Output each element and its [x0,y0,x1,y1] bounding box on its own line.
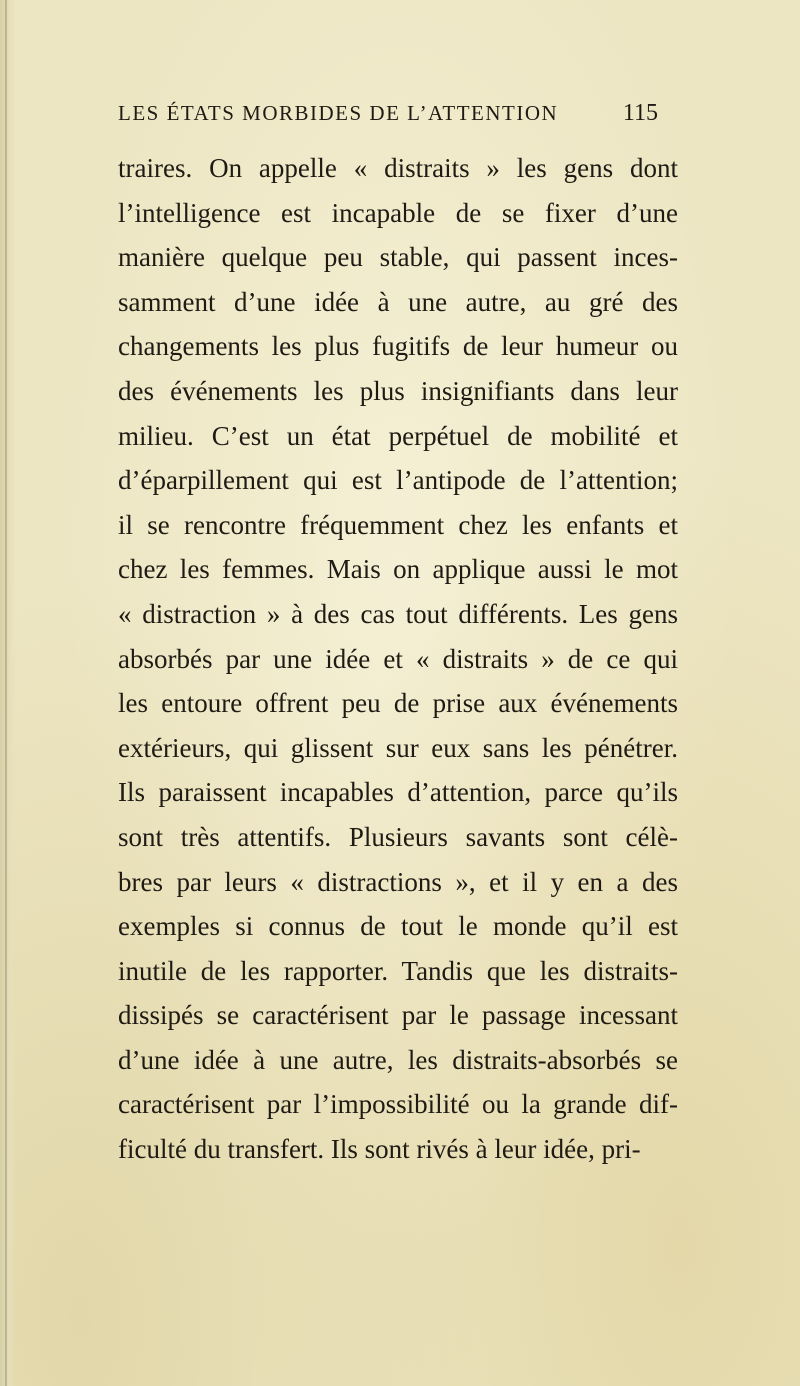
text-line: exemples si connus de tout le monde qu’il est [118,911,678,942]
text-line: milieu. C’est un état perpétuel de mobilité et [118,420,678,451]
text-line: bres par leurs « distractions », et il y en a des [118,866,678,897]
text-line: sont très attentifs. Plusieurs savants sont célè- [118,821,678,852]
text-line: extérieurs, qui glissent sur eux sans les pénétrer. [118,732,678,763]
text-line: Ils paraissent incapables d’attention, parce qu’ils [118,777,678,808]
running-head [118,93,658,133]
text-line: caractérisent par l’impossibilité ou la grande dif- [118,1089,678,1120]
text-line: samment d’une idée à une autre, au gré des [118,286,678,317]
text-line: les entoure offrent peu de prise aux événements [118,688,678,719]
text-line: d’une idée à une autre, les distraits-absorbés se [118,1044,678,1075]
text-line: traires. On appelle « distraits » les gens dont [118,153,678,183]
text-line: il se rencontre fréquemment chez les enfants et [118,509,678,540]
text-line: chez les femmes. Mais on applique aussi le mot [118,554,678,585]
chapter-running-title: LES ÉTATS MORBIDES DE L’ATTENTION [118,100,559,125]
text-line: absorbés par une idée et « distraits » de ce qui [118,643,678,674]
text-line: d’éparpillement qui est l’antipode de l’attention; [118,465,678,496]
text-line: des événements les plus insignifiants dans leur [118,375,678,406]
text-line: dissipés se caractérisent par le passage incessant [118,1000,678,1031]
text-line: « distraction » à des cas tout différents. Les gens [118,598,678,629]
text-line: inutile de les rapporter. Tandis que les distraits- [118,955,678,986]
body-text [118,146,678,1172]
page-gutter-shadow [0,0,16,1386]
page-number: 115 [622,99,658,126]
text-line: l’intelligence est incapable de se fixer d’une [118,197,678,228]
text-line: manière quelque peu stable, qui passent inces- [118,242,678,273]
text-line: ficulté du transfert. Ils sont rivés à leur idée, pri- [118,1134,641,1165]
text-line: changements les plus fugitifs de leur humeur ou [118,331,678,362]
binding-edge-line [5,0,7,1386]
